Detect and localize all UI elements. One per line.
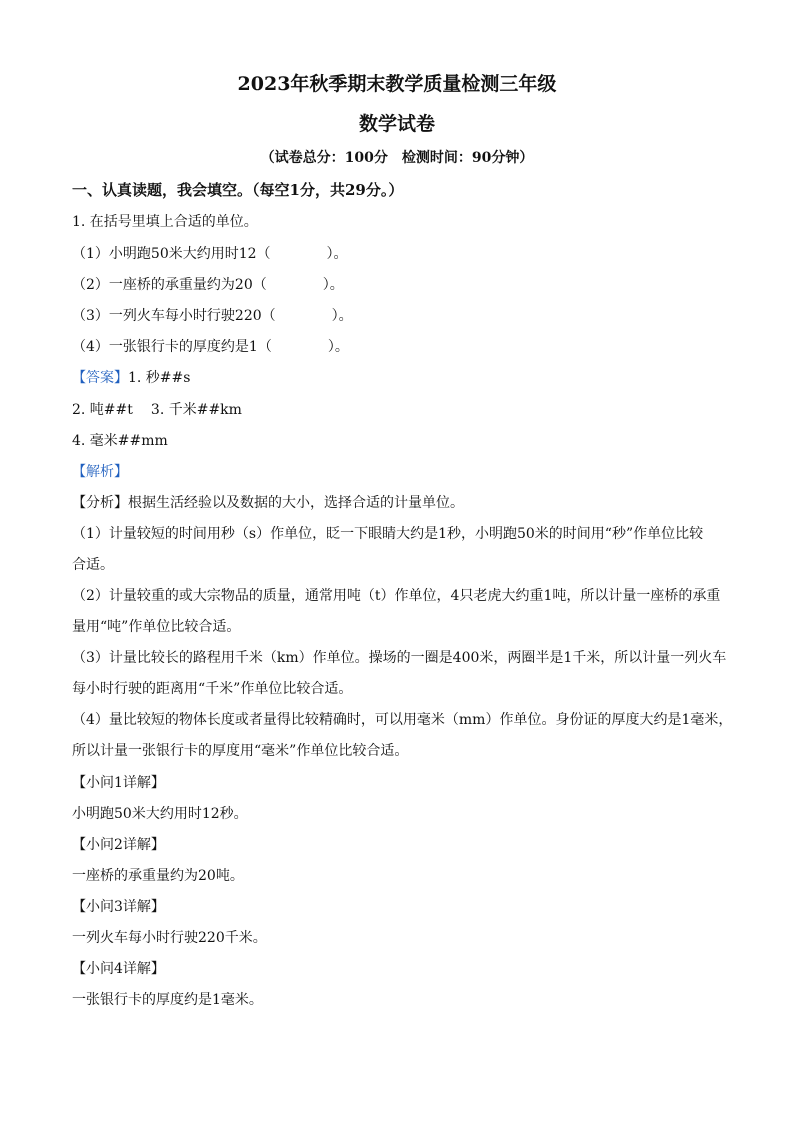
- question-item-2: （2）一座桥的承重量约为20（ ）。: [72, 277, 344, 293]
- section-heading: 一、认真读题，我会填空。（每空1分，共29分。）: [72, 181, 404, 199]
- question-item-1: （1）小明跑50米大约用时12（ ）。: [72, 246, 348, 262]
- analysis-p2-line2: 量用“吨”作单位比较合适。: [72, 619, 241, 635]
- detail-text-2: 一座桥的承重量约为20吨。: [72, 868, 244, 884]
- analysis-p2-line1: （2）计量较重的或大宗物品的质量，通常用吨（t）作单位，4只老虎大约重1吨，所以计量一座桥的承重: [72, 588, 721, 604]
- subject-title: 数学试卷: [358, 113, 435, 135]
- question-item-4: （4）一张银行卡的厚度约是1（ ）。: [72, 339, 349, 355]
- detail-label-4: 【小问4详解】: [72, 961, 165, 977]
- analysis-p1-line1: （1）计量较短的时间用秒（s）作单位，眨一下眼睛大约是1秒，小明跑50米的时间用“秒”作单位比较: [72, 526, 704, 542]
- exam-info: （试卷总分：100分 检测时间：90分钟）: [260, 150, 534, 166]
- answer-label: 【答案】: [72, 370, 128, 386]
- answer-line-1: [72, 368, 722, 388]
- detail-text-4: 一张银行卡的厚度约是1毫米。: [72, 992, 263, 1008]
- detail-label-1: 【小问1详解】: [72, 775, 165, 791]
- analysis-p4-line1: （4）量比较短的物体长度或者量得比较精确时，可以用毫米（mm）作单位。身份证的厚度大约是1毫米，: [72, 712, 733, 728]
- answer-line-2: [72, 400, 722, 420]
- answer-3: 3. 千米##km: [150, 402, 242, 418]
- answer-1: 1. 秒##s: [128, 370, 191, 386]
- answer-4: 4. 毫米##mm: [72, 433, 168, 449]
- analysis-p3-line2: 每小时行驶的距离用“千米”作单位比较合适。: [72, 681, 353, 697]
- answer-2: 2. 吨##t: [72, 402, 133, 418]
- detail-text-1: 小明跑50米大约用时12秒。: [72, 806, 248, 822]
- analysis-p1-line2: 合适。: [72, 557, 114, 573]
- detail-label-3: 【小问3详解】: [72, 899, 165, 915]
- analysis-label: 【解析】: [72, 464, 128, 480]
- analysis-p4-line2: 所以计量一张银行卡的厚度用“毫米”作单位比较合适。: [72, 743, 409, 759]
- detail-label-2: 【小问2详解】: [72, 837, 165, 853]
- answer-line-3: [72, 431, 722, 451]
- fenxi-text: 根据生活经验以及数据的大小，选择合适的计量单位。: [128, 495, 464, 511]
- question-stem: 1. 在括号里填上合适的单位。: [72, 214, 258, 230]
- analysis-summary: [72, 493, 722, 513]
- analysis-p3-line1: （3）计量比较长的路程用千米（km）作单位。操场的一圈是400米，两圈半是1千米，所以计量一列火车: [72, 650, 727, 666]
- detail-text-3: 一列火车每小时行驶220千米。: [72, 930, 267, 946]
- question-item-3: （3）一列火车每小时行驶220（ ）。: [72, 308, 353, 324]
- page-title: 2023年秋季期末教学质量检测三年级: [237, 73, 557, 95]
- fenxi-label: 【分析】: [72, 495, 128, 511]
